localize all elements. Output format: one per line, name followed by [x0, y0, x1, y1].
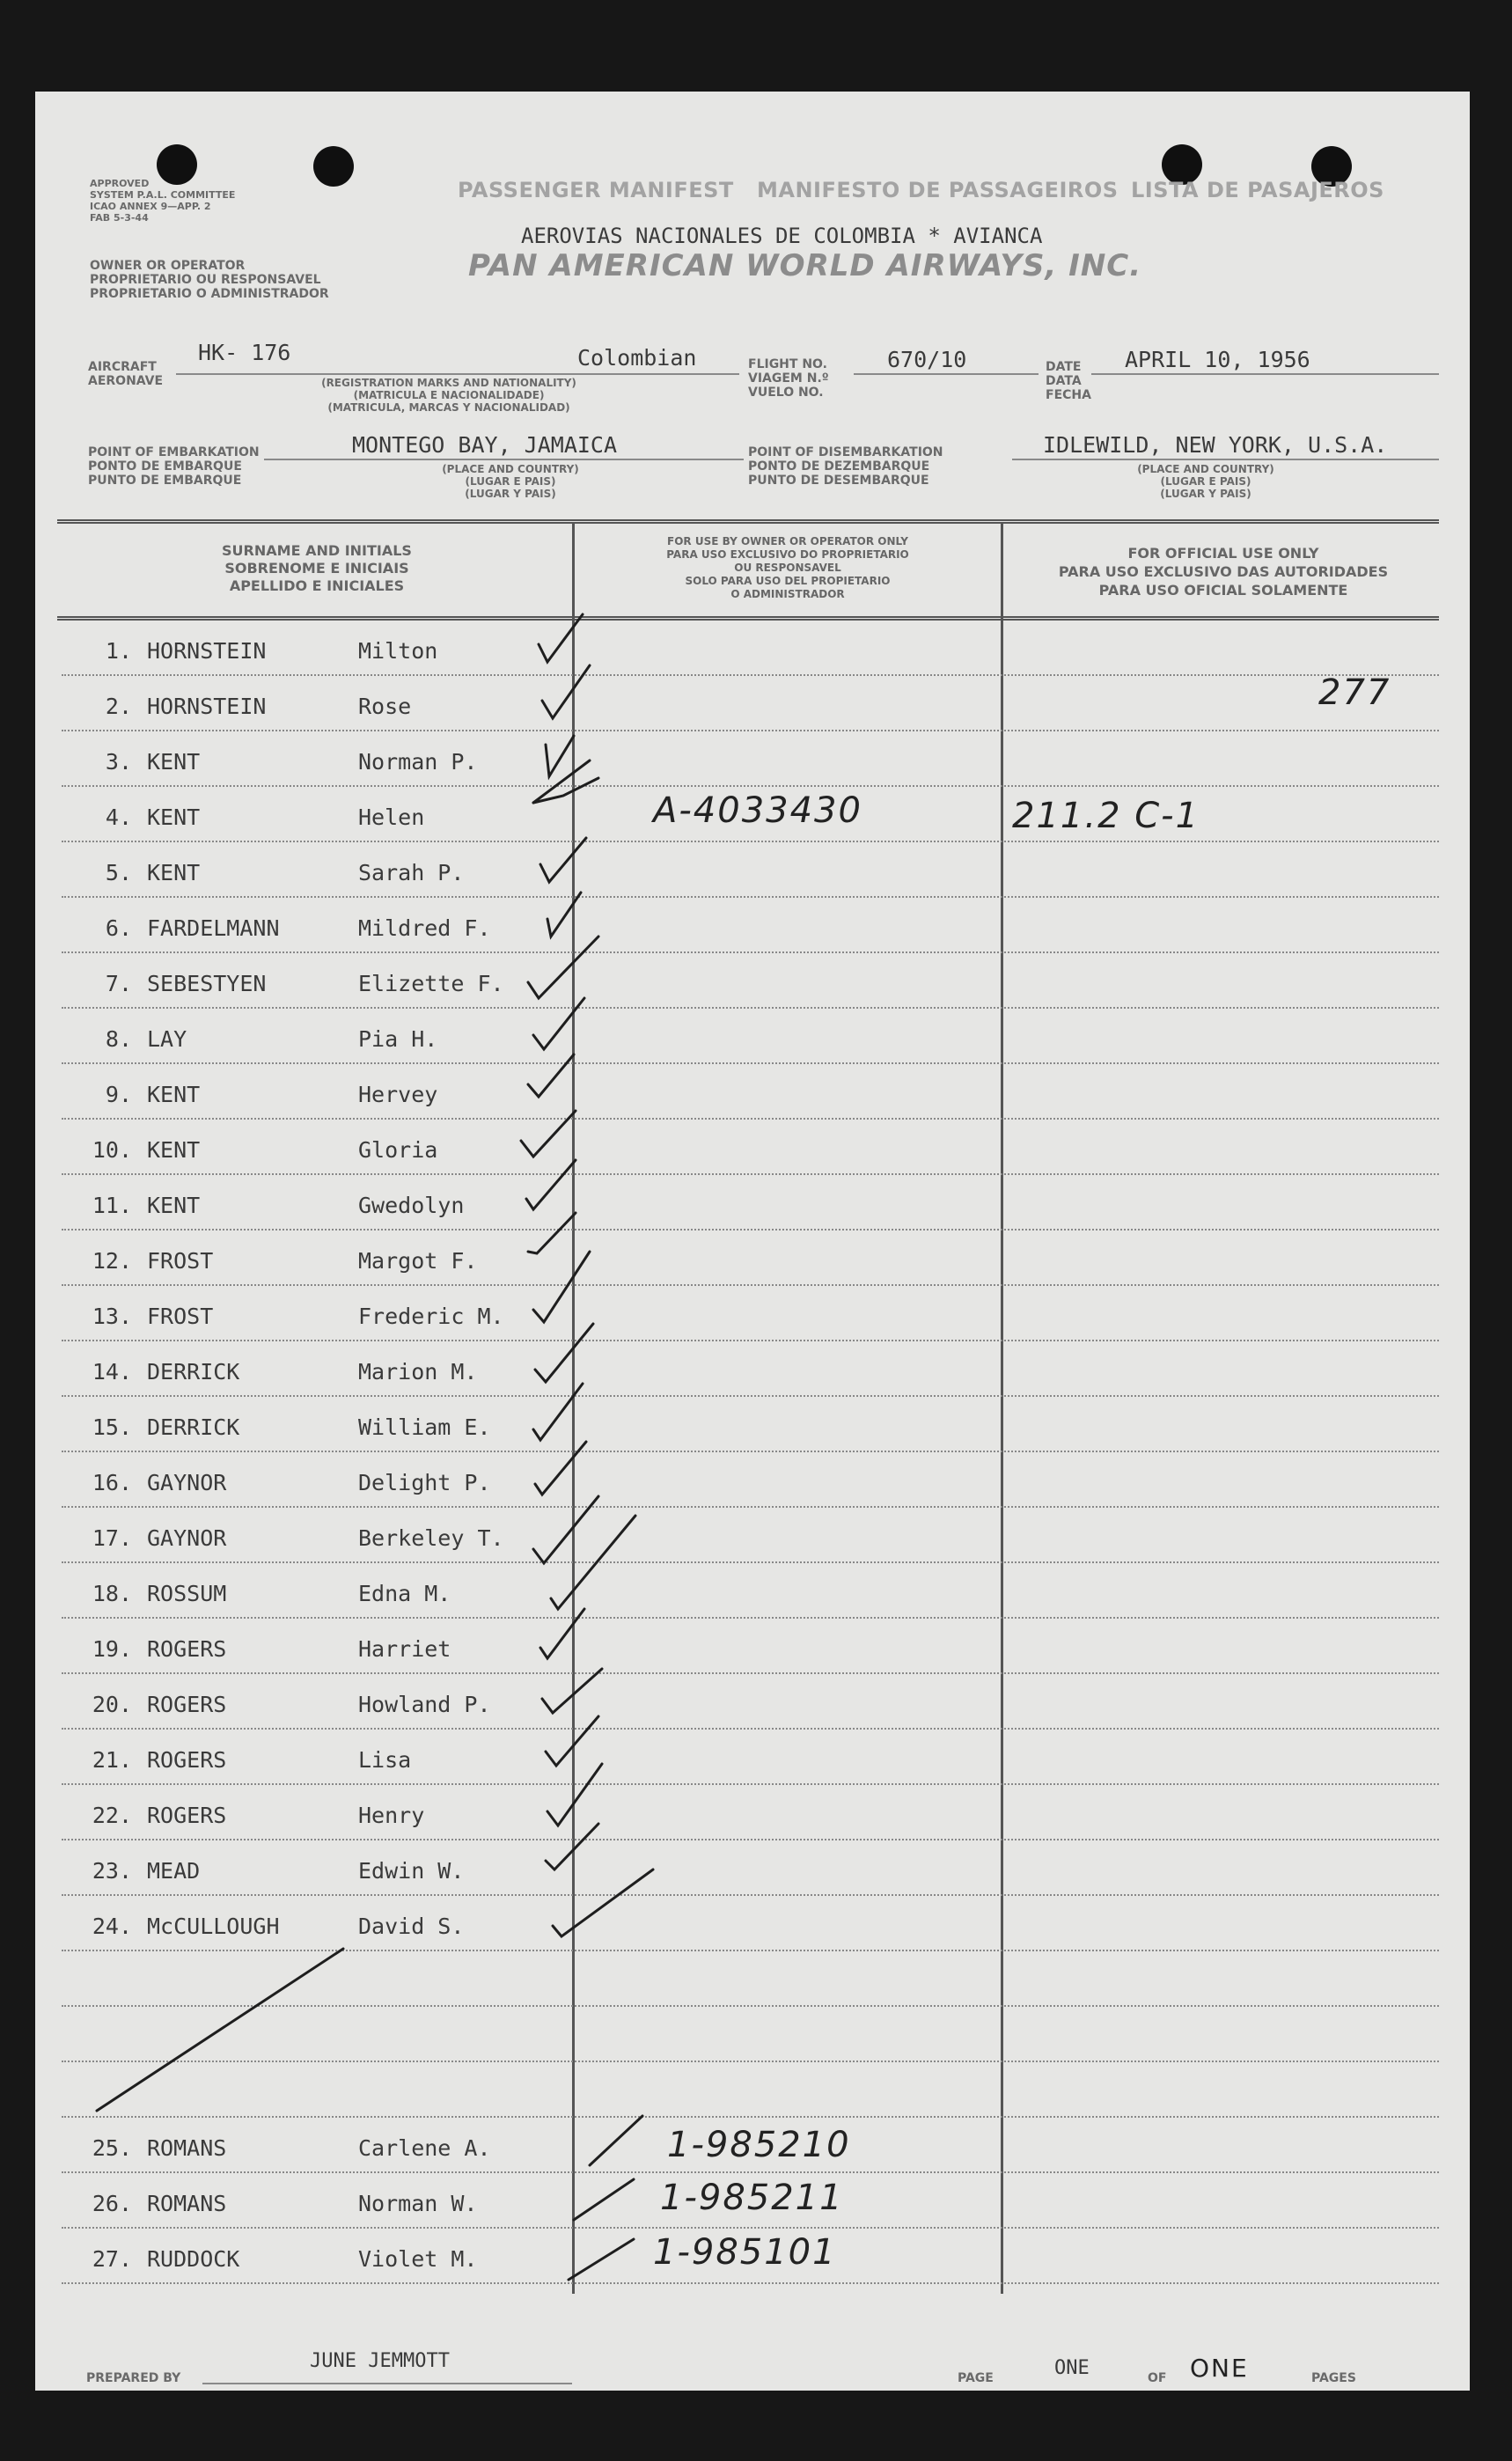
row-rule [62, 951, 1439, 953]
aircraft-nationality: Colombian [577, 345, 697, 371]
embarkation-caption-line: (LUGAR E PAIS) [465, 475, 556, 488]
manifest-sheet [35, 92, 1470, 2391]
row-rule [62, 2061, 1439, 2062]
embarkation-label-line: PUNTO DE EMBARQUE [88, 474, 242, 488]
ticket-number-26: 1-985211 [660, 2178, 844, 2218]
given-name: Lisa [358, 1747, 412, 1773]
column-header-line: FOR USE BY OWNER OR OPERATOR ONLY [667, 535, 908, 547]
table-row [62, 1511, 1470, 1564]
disembarkation-label-line: PUNTO DE DESEMBARQUE [748, 474, 929, 488]
row-rule [62, 1173, 1439, 1175]
given-name: Carlene A. [358, 2135, 491, 2161]
approval-block [90, 178, 235, 224]
disembarkation-label-line: POINT OF DISEMBARKATION [748, 445, 943, 459]
given-name: Hervey [358, 1082, 438, 1107]
owner-label-line: PROPRIETARIO O ADMINISTRADOR [90, 287, 329, 301]
surname: FROST [147, 1304, 214, 1329]
aircraft-caption-line: (MATRICULA E NACIONALIDADE) [353, 389, 545, 401]
embarkation-label [88, 445, 260, 488]
owner-label-line: PROPRIETARIO OU RESPONSAVEL [90, 273, 321, 287]
date-label-line: DATE [1046, 360, 1082, 374]
table-row [62, 1123, 1470, 1176]
disembarkation-caption-line: (LUGAR E PAIS) [1160, 475, 1251, 488]
surname: DERRICK [147, 1359, 240, 1385]
given-name: William E. [358, 1414, 491, 1440]
row-number: 5. [105, 860, 132, 885]
column-header-official-use [1012, 544, 1435, 599]
row-rule [62, 674, 1439, 676]
given-name: Milton [358, 638, 438, 664]
row-number: 17. [92, 1525, 132, 1551]
table-row [62, 680, 1470, 732]
row-rule [62, 2282, 1439, 2284]
row-number: 26. [92, 2191, 132, 2216]
row-rule [62, 1672, 1439, 1674]
row-number: 16. [92, 1470, 132, 1495]
row-number: 2. [105, 694, 132, 719]
surname: HORNSTEIN [147, 694, 267, 719]
table-row [62, 846, 1470, 899]
row-number: 15. [92, 1414, 132, 1440]
surname: KENT [147, 860, 201, 885]
given-name: Marion M. [358, 1359, 478, 1385]
given-name: Norman P. [358, 749, 478, 775]
row-rule [62, 1506, 1439, 1508]
table-row [62, 1179, 1470, 1231]
surname: ROGERS [147, 1747, 227, 1773]
column-header-line: O ADMINISTRADOR [730, 588, 845, 600]
prepared-by-value: JUNE JEMMOTT [310, 2350, 450, 2372]
table-row [62, 1567, 1470, 1620]
column-header-line: OU RESPONSAVEL [734, 562, 841, 574]
surname: KENT [147, 804, 201, 830]
table-row [62, 1789, 1470, 1841]
embarkation-caption [422, 463, 598, 500]
surname: DERRICK [147, 1414, 240, 1440]
disembarkation-place: IDLEWILD, NEW YORK, U.S.A. [1043, 432, 1388, 458]
operator-printed: PAN AMERICAN WORLD AIRWAYS, INC. [468, 248, 1142, 283]
table-row [62, 1733, 1470, 1786]
aircraft-caption [282, 377, 616, 414]
row-number: 25. [92, 2135, 132, 2161]
owner-alien-number: A-4033430 [653, 790, 862, 831]
row-rule [62, 1950, 1439, 1951]
table-row [62, 1678, 1470, 1730]
given-name: David S. [358, 1914, 465, 1939]
surname: KENT [147, 1137, 201, 1163]
row-number: 24. [92, 1914, 132, 1939]
operator-typed: AEROVIAS NACIONALES DE COLOMBIA * AVIANCA [521, 224, 1043, 248]
row-number: 1. [105, 638, 132, 664]
surname: GAYNOR [147, 1525, 227, 1551]
table-header-rule [57, 616, 1439, 621]
disembarkation-underline [1012, 459, 1439, 460]
column-header-line: SOLO PARA USO DEL PROPIETARIO [685, 575, 891, 587]
aircraft-caption-line: (REGISTRATION MARKS AND NATIONALITY) [321, 377, 576, 389]
embarkation-caption-line: (PLACE AND COUNTRY) [442, 463, 579, 475]
given-name: Howland P. [358, 1692, 491, 1717]
aircraft-underline [176, 373, 739, 375]
given-name: Helen [358, 804, 425, 830]
given-name: Gloria [358, 1137, 438, 1163]
surname: LAY [147, 1026, 187, 1052]
row-number: 27. [92, 2246, 132, 2272]
disembarkation-label [748, 445, 943, 488]
table-row [62, 1345, 1470, 1398]
official-code: 211.2 C-1 [1012, 796, 1200, 836]
embarkation-underline [264, 459, 744, 460]
embarkation-caption-line: (LUGAR Y PAIS) [465, 488, 556, 500]
given-name: Rose [358, 694, 412, 719]
row-rule [62, 1395, 1439, 1397]
pages-label: PAGES [1311, 2371, 1356, 2385]
table-row [62, 1955, 1470, 2008]
disembarkation-caption [1118, 463, 1294, 500]
row-rule [62, 2171, 1439, 2173]
of-label: OF [1148, 2371, 1167, 2385]
row-number: 21. [92, 1747, 132, 1773]
row-rule [62, 2005, 1439, 2007]
row-rule [62, 841, 1439, 842]
given-name: Violet M. [358, 2246, 478, 2272]
row-rule [62, 2116, 1439, 2118]
row-rule [62, 1451, 1439, 1452]
given-name: Gwedolyn [358, 1193, 465, 1218]
column-header-owner-use [598, 535, 977, 601]
flight-label-line: FLIGHT NO. [748, 357, 827, 371]
surname: McCULLOUGH [147, 1914, 280, 1939]
surname: FROST [147, 1248, 214, 1274]
given-name: Frederic M. [358, 1304, 504, 1329]
given-name: Elizette F. [358, 971, 504, 996]
surname: ROGERS [147, 1692, 227, 1717]
prepared-by-label: PREPARED BY [86, 2371, 181, 2385]
given-name: Pia H. [358, 1026, 438, 1052]
column-header-line: PARA USO EXCLUSIVO DAS AUTORIDADES [1058, 563, 1389, 580]
row-rule [62, 2227, 1439, 2229]
embarkation-label-line: PONTO DE EMBARQUE [88, 459, 242, 474]
given-name: Mildred F. [358, 915, 491, 941]
flight-label-line: VIAGEM N.º [748, 371, 829, 386]
official-page-number: 277 [1318, 672, 1391, 713]
surname: MEAD [147, 1858, 201, 1884]
row-rule [62, 785, 1439, 787]
column-header-line: SOBRENOME E INICIAIS [224, 560, 409, 577]
flight-label-line: VUELO NO. [748, 386, 824, 400]
given-name: Margot F. [358, 1248, 478, 1274]
embarkation-label-line: POINT OF EMBARKATION [88, 445, 260, 459]
column-header-line: APELLIDO E INICIALES [229, 577, 405, 594]
surname: KENT [147, 1082, 201, 1107]
given-name: Sarah P. [358, 860, 465, 885]
row-rule [62, 1118, 1439, 1120]
aircraft-caption-line: (MATRICULA, MARCAS Y NACIONALIDAD) [327, 401, 570, 414]
surname: KENT [147, 1193, 201, 1218]
flight-date: APRIL 10, 1956 [1125, 347, 1310, 372]
of-value: ONE [1190, 2354, 1249, 2383]
row-number: 14. [92, 1359, 132, 1385]
table-row [62, 1234, 1470, 1287]
surname: ROMANS [147, 2135, 227, 2161]
date-underline [1091, 373, 1439, 375]
table-row [62, 1899, 1470, 1952]
row-rule [62, 1617, 1439, 1619]
row-rule [62, 1894, 1439, 1896]
title-manifest-en: PASSENGER MANIFEST [458, 178, 734, 202]
owner-label [90, 259, 329, 301]
disembarkation-caption-line: (LUGAR Y PAIS) [1160, 488, 1251, 500]
row-number: 6. [105, 915, 132, 941]
row-number: 19. [92, 1636, 132, 1662]
punch-hole-2 [313, 146, 354, 187]
surname: ROGERS [147, 1636, 227, 1662]
table-row [62, 735, 1470, 788]
disembarkation-caption-line: (PLACE AND COUNTRY) [1137, 463, 1274, 475]
table-row [62, 624, 1470, 677]
row-number: 7. [105, 971, 132, 996]
table-row [62, 2066, 1470, 2119]
surname: ROSSUM [147, 1581, 227, 1606]
given-name: Norman W. [358, 2191, 478, 2216]
row-rule [62, 730, 1439, 731]
title-manifest-pt: MANIFESTO DE PASSAGEIROS [757, 178, 1119, 202]
row-rule [62, 1561, 1439, 1563]
table-row [62, 1012, 1470, 1065]
row-number: 10. [92, 1137, 132, 1163]
row-rule [62, 1007, 1439, 1009]
prepared-by-underline [202, 2383, 572, 2384]
date-label-line: FECHA [1046, 388, 1091, 402]
column-header-line: FOR OFFICIAL USE ONLY [1127, 545, 1319, 562]
flight-underline [854, 373, 1039, 375]
surname: GAYNOR [147, 1470, 227, 1495]
table-row [62, 2010, 1470, 2063]
column-header-line: PARA USO EXCLUSIVO DO PROPRIETARIO [666, 548, 909, 561]
aircraft-label-line: AERONAVE [88, 374, 164, 388]
table-row [62, 1456, 1470, 1509]
surname: ROGERS [147, 1803, 227, 1828]
surname: KENT [147, 749, 201, 775]
row-number: 22. [92, 1803, 132, 1828]
row-number: 11. [92, 1193, 132, 1218]
ticket-number-27: 1-985101 [653, 2232, 837, 2273]
table-row [62, 1068, 1470, 1120]
row-rule [62, 896, 1439, 898]
title-manifest-es: LISTA DE PASAJEROS [1131, 178, 1384, 202]
column-header-line: SURNAME AND INITIALS [222, 542, 412, 559]
approval-line: SYSTEM P.A.L. COMMITTEE [90, 189, 236, 201]
table-row [62, 1400, 1470, 1453]
surname: SEBESTYEN [147, 971, 267, 996]
aircraft-registration: HK- 176 [198, 340, 291, 365]
table-row [62, 1844, 1470, 1897]
row-rule [62, 1839, 1439, 1840]
ticket-number-25: 1-985210 [667, 2125, 851, 2165]
row-number: 8. [105, 1026, 132, 1052]
approval-line: FAB 5-3-44 [90, 212, 149, 224]
given-name: Berkeley T. [358, 1525, 504, 1551]
disembarkation-label-line: PONTO DE DEZEMBARQUE [748, 459, 930, 474]
table-top-rule [57, 519, 1439, 524]
given-name: Harriet [358, 1636, 451, 1662]
row-number: 3. [105, 749, 132, 775]
surname: ROMANS [147, 2191, 227, 2216]
column-header-line: PARA USO OFICIAL SOLAMENTE [1098, 582, 1348, 599]
embarkation-place: MONTEGO BAY, JAMAICA [352, 432, 618, 458]
page-label: PAGE [958, 2371, 994, 2385]
row-rule [62, 1783, 1439, 1785]
given-name: Henry [358, 1803, 425, 1828]
row-number: 13. [92, 1304, 132, 1329]
row-number: 12. [92, 1248, 132, 1274]
row-number: 4. [105, 804, 132, 830]
given-name: Edna M. [358, 1581, 451, 1606]
given-name: Delight P. [358, 1470, 491, 1495]
surname: FARDELMANN [147, 915, 280, 941]
row-number: 18. [92, 1581, 132, 1606]
table-row [62, 1622, 1470, 1675]
row-rule [62, 1229, 1439, 1230]
row-number: 9. [105, 1082, 132, 1107]
row-number: 20. [92, 1692, 132, 1717]
aircraft-label [88, 360, 163, 388]
surname: HORNSTEIN [147, 638, 267, 664]
page-value: ONE [1054, 2357, 1090, 2379]
given-name: Edwin W. [358, 1858, 465, 1884]
row-rule [62, 1284, 1439, 1286]
date-label-line: DATA [1046, 374, 1082, 388]
row-rule [62, 1062, 1439, 1064]
row-rule [62, 1728, 1439, 1730]
approval-line: APPROVED [90, 178, 150, 189]
flight-number: 670/10 [887, 347, 967, 372]
table-row [62, 957, 1470, 1010]
row-number: 23. [92, 1858, 132, 1884]
column-header-surname [141, 542, 493, 595]
approval-line: ICAO ANNEX 9—APP. 2 [90, 201, 211, 212]
surname: RUDDOCK [147, 2246, 240, 2272]
flight-label [748, 357, 829, 400]
table-row [62, 901, 1470, 954]
row-rule [62, 1340, 1439, 1341]
table-row [62, 1289, 1470, 1342]
aircraft-label-line: AIRCRAFT [88, 360, 157, 374]
owner-label-line: OWNER OR OPERATOR [90, 259, 246, 273]
date-label [1046, 360, 1091, 402]
